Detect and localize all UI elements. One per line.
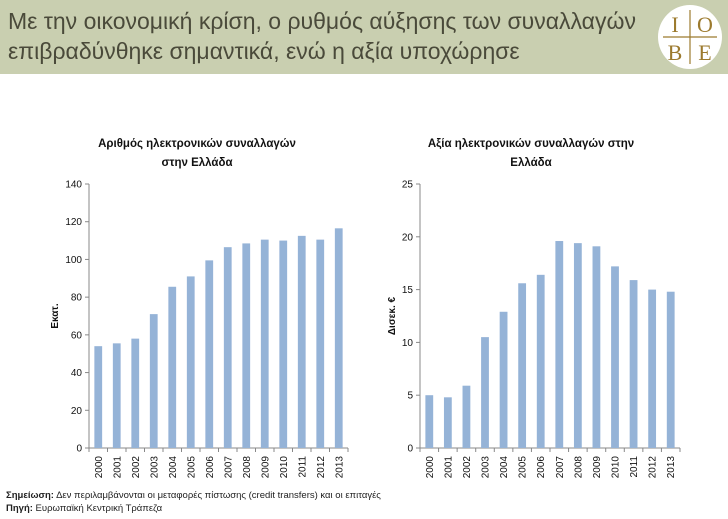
x-tick-label: 2000 (424, 456, 436, 479)
bar (335, 228, 343, 448)
y-axis-label: Δισεκ. € (387, 296, 398, 336)
bar (150, 314, 158, 448)
bar (611, 266, 619, 448)
bar (279, 241, 287, 448)
y-tick-label: 40 (70, 368, 82, 380)
x-tick-label: 2007 (554, 456, 566, 479)
x-tick-label: 2010 (278, 456, 290, 479)
x-tick-label: 2009 (591, 456, 603, 479)
iobe-logo (657, 4, 723, 70)
bar (242, 243, 250, 448)
bar (593, 246, 601, 448)
source-label: Πηγή: (6, 503, 33, 514)
chart-title-line: Αριθμός ηλεκτρονικών συναλλαγών (98, 138, 296, 150)
x-tick-label: 2010 (610, 456, 622, 479)
x-tick-label: 2001 (443, 456, 455, 479)
footer-source (6, 502, 381, 515)
y-tick-label: 20 (70, 405, 82, 417)
x-tick-label: 2002 (461, 456, 473, 479)
chart-title-line: στην Ελλάδα (161, 157, 233, 169)
x-tick-label: 2008 (241, 456, 253, 479)
x-tick-label: 2013 (666, 456, 678, 479)
note-label: Σημείωση: (6, 490, 54, 501)
note-text: Δεν περιλαμβάνονται οι μεταφορές πίστωσης (credit transfers) και οι επιταγές (53, 490, 381, 501)
footer-note (6, 489, 381, 502)
x-tick-label: 2004 (167, 456, 179, 479)
x-tick-label: 2012 (647, 456, 659, 479)
bar (537, 275, 545, 448)
y-tick-label: 15 (401, 285, 413, 297)
bar (113, 343, 121, 448)
logo-letter-epsilon: Ε (698, 40, 712, 65)
bar (463, 386, 471, 448)
source-text: Ευρωπαϊκή Κεντρική Τράπεζα (32, 503, 163, 514)
x-tick-label: 2012 (315, 456, 327, 479)
y-tick-label: 80 (70, 292, 82, 304)
bar (298, 236, 306, 448)
x-tick-label: 2006 (204, 456, 216, 479)
x-tick-label: 2002 (130, 456, 142, 479)
bar (481, 337, 489, 448)
bar (94, 346, 102, 448)
y-tick-label: 100 (65, 254, 82, 266)
x-tick-label: 2005 (517, 456, 529, 479)
x-tick-label: 2011 (297, 456, 309, 478)
x-tick-label: 2013 (334, 456, 346, 479)
x-tick-label: 2007 (223, 456, 235, 479)
y-tick-label: 0 (407, 443, 413, 455)
bar (667, 292, 675, 448)
x-tick-label: 2000 (93, 456, 105, 479)
bar (261, 240, 269, 448)
y-tick-label: 140 (65, 179, 82, 191)
bar (518, 283, 526, 448)
y-tick-label: 120 (65, 217, 82, 229)
y-tick-label: 60 (70, 330, 82, 342)
x-tick-label: 2006 (536, 456, 548, 479)
x-tick-label: 2008 (573, 456, 585, 479)
y-tick-label: 20 (401, 232, 413, 244)
y-tick-label: 5 (407, 390, 413, 402)
bar (131, 339, 139, 448)
chart-title-line: Ελλάδα (510, 157, 552, 169)
logo-letter-omicron: Ο (697, 12, 713, 37)
bar (500, 312, 508, 448)
x-tick-label: 2005 (186, 456, 198, 479)
x-tick-label: 2011 (629, 456, 641, 478)
y-tick-label: 10 (401, 337, 413, 349)
x-tick-label: 2003 (480, 456, 492, 479)
bar (444, 397, 452, 448)
bar (425, 395, 433, 448)
bar (648, 290, 656, 448)
x-tick-label: 2001 (112, 456, 124, 479)
slide-title: Με την οικονομική κρίση, ο ρυθμός αύξησης των συναλλαγών επιβραδύνθηκε σημαντικά, ενώ η αξία υποχώρησε (8, 8, 636, 64)
logo-letter-iota: Ι (671, 12, 679, 37)
y-axis-label: Εκατ. (50, 303, 61, 329)
bar (630, 280, 638, 448)
y-tick-label: 25 (401, 179, 413, 191)
bar (574, 243, 582, 448)
bar (187, 276, 195, 448)
bar (168, 287, 176, 448)
slide-header (0, 0, 728, 74)
slide-footer (6, 489, 381, 515)
x-tick-label: 2009 (260, 456, 272, 479)
x-tick-label: 2003 (149, 456, 161, 479)
bar (316, 240, 324, 448)
bar (205, 260, 213, 448)
logo-letter-beta: Β (667, 40, 683, 65)
y-tick-label: 0 (76, 443, 82, 455)
bar (224, 247, 232, 448)
x-tick-label: 2004 (499, 455, 511, 479)
bar (555, 241, 563, 448)
chart-title-line: Αξία ηλεκτρονικών συναλλαγών στην (427, 138, 635, 150)
